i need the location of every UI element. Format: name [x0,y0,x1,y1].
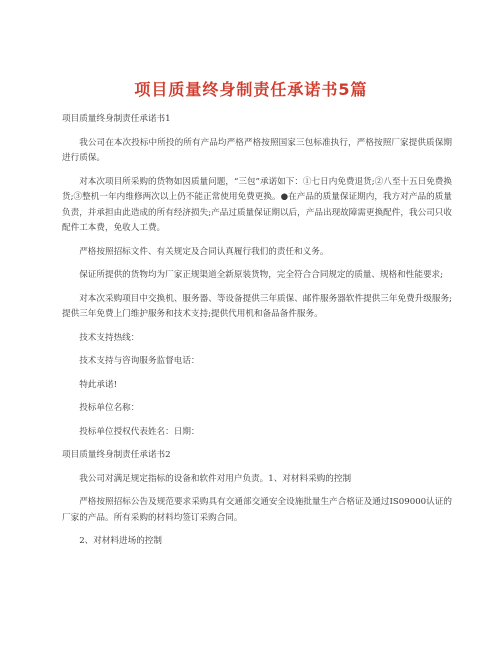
support-hotline-label: 技术支持热线： [79,332,140,343]
paragraph: 2、对材料进场的控制 [79,536,162,546]
bidder-name-label: 投标单位名称： [79,403,140,413]
document-title: 项目质量终身制责任承诺书5篇 [134,80,368,99]
document-body [62,112,452,550]
commitment-closing: 特此承诺! [79,379,118,390]
bidder-representative-label: 投标单位授权代表姓名：日期： [79,426,200,437]
section-heading-1: 项目质量终身制责任承诺书1 [62,114,171,124]
paragraph: 保证所提供的货物均为厂家正规渠道全新原装货物，完全符合合同规定的质量、规格和性能要求; [79,270,444,280]
section-heading-2: 项目质量终身制责任承诺书2 [62,450,171,460]
paragraph: 对本次采购项目中交换机、服务器、等设备提供三年质保、邮件服务器软件提供三年免费升级服务;提供三年免费上门维护服务和技术支持;提供代用机和备品备件服务。 [62,293,452,319]
paragraph: 我公司在本次投标中所投的所有产品均严格严格按照国家三包标准执行，严格按照厂家提供质保期进行质保。 [62,137,452,163]
paragraph: 严格按照招标公告及规范要求采购具有交通部交通安全设施批量生产合格证及通过IS09000认证的厂家的产品。所有采购的材料均签订采购合同。 [62,497,452,523]
supervision-phone-label: 技术支持与咨询服务监督电话： [79,356,200,366]
paragraph: 严格按照招标文件、有关规定及合同认真履行我们的责任和义务。 [79,246,329,257]
paragraph: 我公司对满足规定指标的设备和软件对用户负责。1、对材料采购的控制 [79,473,352,484]
paragraph: 对本次项目所采购的货物如因质量问题，“三包”承诺如下：①七日内免费退货;②八至十五日免费换货;③整机一年内维修两次以上仍不能正常使用免费更换。●在产品的质量保证期内，我方对产品的质量负责，并承担由此造成的所有经济损失;产品过质量保证期以后，产品出现故障需更换配件，我公司只收配件工本费，免收人工费。 [62,176,452,233]
